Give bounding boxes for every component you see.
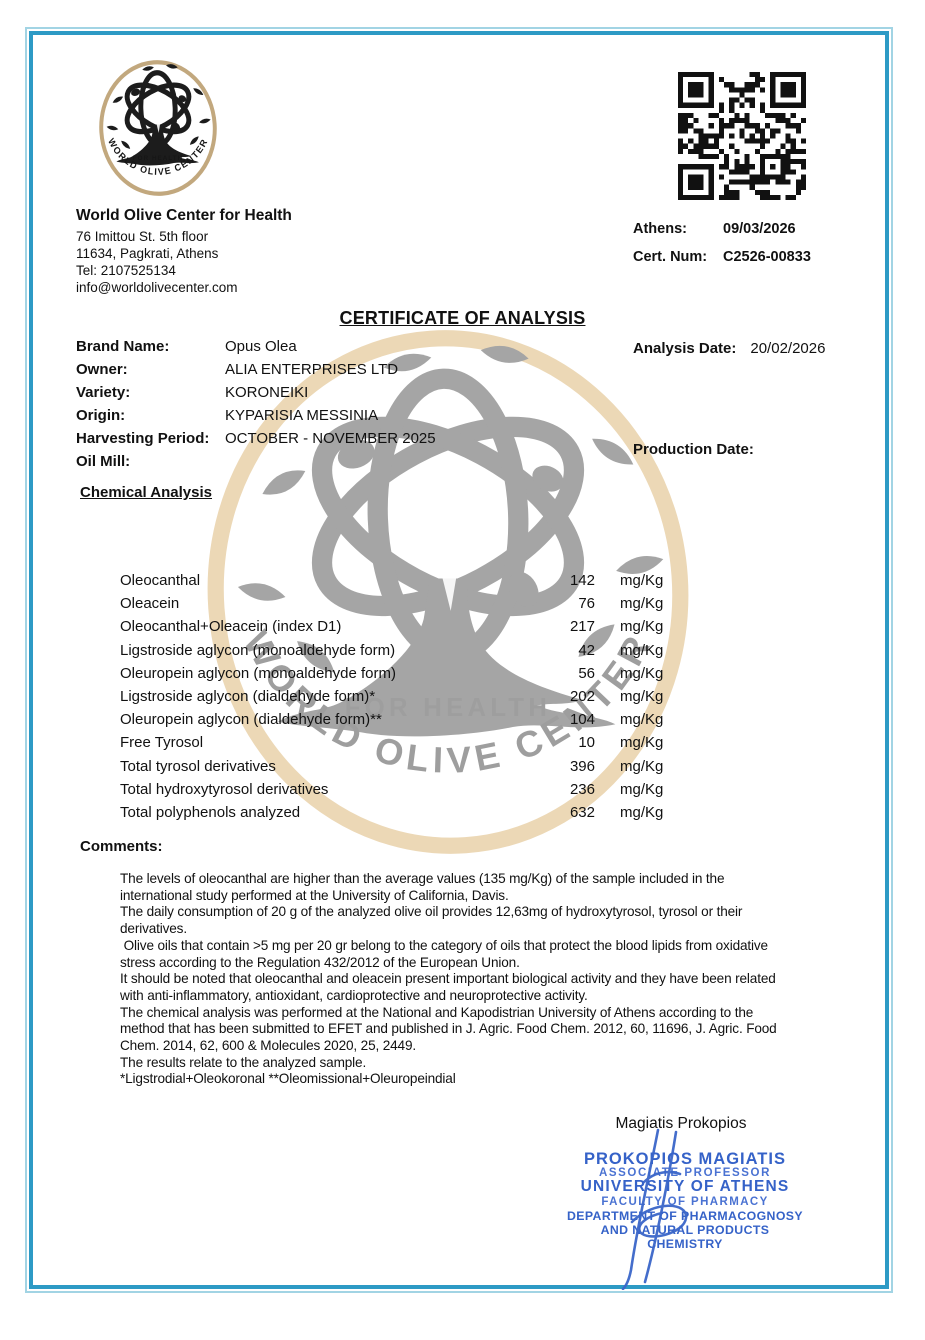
comment-line: derivatives. bbox=[120, 921, 187, 937]
org-address-line: Tel: 2107525134 bbox=[76, 263, 176, 278]
issue-date-value: 09/03/2026 bbox=[723, 221, 796, 237]
field-label: Owner: bbox=[76, 361, 128, 378]
comment-line: stress according to the Regulation 432/2012 of the European Union. bbox=[120, 954, 520, 970]
analysis-date-label: Analysis Date: bbox=[633, 340, 737, 357]
org-address-line: info@worldolivecenter.com bbox=[76, 280, 238, 295]
analyte-value: 56 bbox=[578, 664, 595, 682]
production-date-row bbox=[633, 441, 768, 458]
signer-name: Magiatis Prokopios bbox=[615, 1115, 747, 1132]
comment-line: It should be noted that oleocanthal and oleacein present important biological activity and they have been related bbox=[120, 971, 776, 987]
analyte-value: 202 bbox=[569, 687, 595, 705]
cert-number-row bbox=[633, 249, 811, 265]
document-title: CERTIFICATE OF ANALYSIS bbox=[339, 308, 586, 328]
world-olive-center-logo-icon bbox=[92, 58, 224, 198]
analyte-value: 217 bbox=[569, 618, 595, 636]
analyte-name: Total hydroxytyrosol derivatives bbox=[120, 780, 329, 798]
chemical-analysis-heading: Chemical Analysis bbox=[80, 484, 213, 501]
analyte-value: 142 bbox=[569, 572, 595, 589]
field-label: Origin: bbox=[76, 407, 126, 424]
org-address-line: 11634, Pagkrati, Athens bbox=[76, 246, 219, 261]
comments-body bbox=[120, 871, 880, 1088]
sample-info-row bbox=[76, 430, 436, 453]
table-row bbox=[120, 572, 680, 595]
table-row bbox=[120, 595, 680, 618]
analyte-name: Oleuropein aglycon (monoaldehyde form) bbox=[120, 664, 396, 682]
field-value: Opus Olea bbox=[225, 338, 297, 355]
table-row bbox=[120, 618, 680, 641]
analyte-name: Total polyphenols analyzed bbox=[120, 803, 301, 821]
field-value: OCTOBER - NOVEMBER 2025 bbox=[225, 430, 436, 447]
sample-info-row bbox=[76, 338, 436, 361]
cert-number-value: C2526-00833 bbox=[723, 249, 811, 265]
analyte-value: 42 bbox=[578, 641, 595, 659]
comment-line: *Ligstrodial+Oleokoronal **Oleomissional+Oleuropeindial bbox=[120, 1071, 456, 1087]
analyte-name: Free Tyrosol bbox=[120, 734, 204, 752]
table-row bbox=[120, 734, 680, 757]
issue-city-label: Athens: bbox=[633, 221, 687, 237]
sample-info-row bbox=[76, 361, 436, 384]
table-row bbox=[120, 781, 680, 804]
analyte-unit: mg/Kg bbox=[620, 734, 664, 752]
table-row bbox=[120, 804, 680, 827]
analyte-name: Oleocanthal bbox=[120, 572, 201, 589]
analyte-unit: mg/Kg bbox=[620, 664, 664, 682]
analyte-name: Oleacein bbox=[120, 595, 180, 613]
table-row bbox=[120, 711, 680, 734]
analyte-name: Ligstroside aglycon (monoaldehyde form) bbox=[120, 641, 396, 659]
analyte-value: 76 bbox=[578, 595, 595, 613]
table-row bbox=[120, 688, 680, 711]
org-address bbox=[76, 228, 238, 296]
analyte-value: 10 bbox=[578, 734, 595, 752]
field-label: Brand Name: bbox=[76, 338, 170, 355]
comment-line: The levels of oleocanthal are higher than the average values (135 mg/Kg) of the sample included in the bbox=[120, 871, 725, 886]
table-row bbox=[120, 758, 680, 781]
field-label: Harvesting Period: bbox=[76, 430, 210, 447]
analyte-value: 236 bbox=[569, 780, 595, 798]
analyte-value: 104 bbox=[569, 711, 595, 729]
org-address-line: 76 Imittou St. 5th floor bbox=[76, 229, 209, 244]
stamp-line: PROKOPIOS MAGIATIS bbox=[584, 1150, 786, 1168]
field-value: KYPARISIA MESSINIA bbox=[225, 407, 379, 424]
comment-line: international study performed at the University of California, Davis. bbox=[120, 887, 509, 903]
analyte-unit: mg/Kg bbox=[620, 757, 664, 775]
field-value: ALIA ENTERPRISES LTD bbox=[225, 361, 399, 378]
analyte-name: Total tyrosol derivatives bbox=[120, 757, 276, 775]
table-row bbox=[120, 665, 680, 688]
stamp-line: FACULTY OF PHARMACY bbox=[601, 1195, 769, 1208]
sample-info-row bbox=[76, 384, 436, 407]
stamp-line: ASSOCIATE PROFESSOR bbox=[598, 1167, 772, 1180]
analysis-date-row bbox=[633, 340, 825, 357]
comments-heading: Comments: bbox=[80, 838, 163, 855]
handwritten-signature bbox=[596, 1122, 746, 1290]
sample-info-fields bbox=[76, 338, 436, 476]
field-value: KORONEIKI bbox=[225, 384, 309, 401]
org-name: World Olive Center for Health bbox=[76, 207, 292, 224]
comment-line: with anti-inflammatory, antioxidant, cardioprotective and neuroprotective activity. bbox=[120, 987, 588, 1003]
analyte-unit: mg/Kg bbox=[620, 572, 664, 589]
analyte-name: Ligstroside aglycon (dialdehyde form)* bbox=[120, 687, 376, 705]
analysis-date-value: 20/02/2026 bbox=[750, 340, 826, 357]
analyte-value: 396 bbox=[569, 757, 595, 775]
analyte-name: Oleocanthal+Oleacein (index D1) bbox=[120, 618, 342, 636]
comment-line: Olive oils that contain >5 mg per 20 gr belong to the category of oils that protect the blood lipids from oxidative bbox=[120, 937, 768, 953]
chemical-analysis-table bbox=[120, 572, 680, 827]
analyte-unit: mg/Kg bbox=[620, 687, 664, 705]
sample-info-row bbox=[76, 453, 436, 476]
field-label: Oil Mill: bbox=[76, 453, 131, 470]
comment-line: The results relate to the analyzed sample. bbox=[120, 1054, 367, 1070]
stamp-line: AND NATURAL PRODUCTS CHEMISTRY bbox=[600, 1223, 770, 1252]
analyte-unit: mg/Kg bbox=[620, 803, 664, 821]
comment-line: The daily consumption of 20 g of the analyzed olive oil provides 12,63mg of hydroxytyrosol, tyrosol or their bbox=[120, 904, 743, 920]
analyte-unit: mg/Kg bbox=[620, 641, 664, 659]
analyte-unit: mg/Kg bbox=[620, 618, 664, 636]
comment-line: Chem. 2014, 62, 600 & Molecules 2020, 25, 2449. bbox=[120, 1038, 416, 1054]
issue-date-row bbox=[633, 221, 796, 237]
qr-code bbox=[677, 72, 807, 200]
field-label: Variety: bbox=[76, 384, 131, 401]
analyte-unit: mg/Kg bbox=[620, 595, 664, 613]
stamp-line: UNIVERSITY OF ATHENS bbox=[580, 1178, 790, 1196]
comment-line: method that has been submitted to EFET and published in J. Agric. Food Chem. 2012, 60, 11696, J. Agric. Food bbox=[120, 1021, 777, 1037]
analyte-value: 632 bbox=[569, 803, 595, 821]
stamp-line: DEPARTMENT OF PHARMACOGNOSY bbox=[566, 1208, 804, 1223]
analyte-name: Oleuropein aglycon (dialdehyde form)** bbox=[120, 711, 382, 729]
analyte-unit: mg/Kg bbox=[620, 780, 664, 798]
production-date-label: Production Date: bbox=[633, 441, 754, 458]
cert-number-label: Cert. Num: bbox=[633, 249, 708, 265]
sample-info-row bbox=[76, 407, 436, 430]
table-row bbox=[120, 642, 680, 665]
comment-line: The chemical analysis was performed at the National and Kapodistrian University of Athens according to the bbox=[120, 1004, 754, 1020]
analyte-unit: mg/Kg bbox=[620, 711, 664, 729]
